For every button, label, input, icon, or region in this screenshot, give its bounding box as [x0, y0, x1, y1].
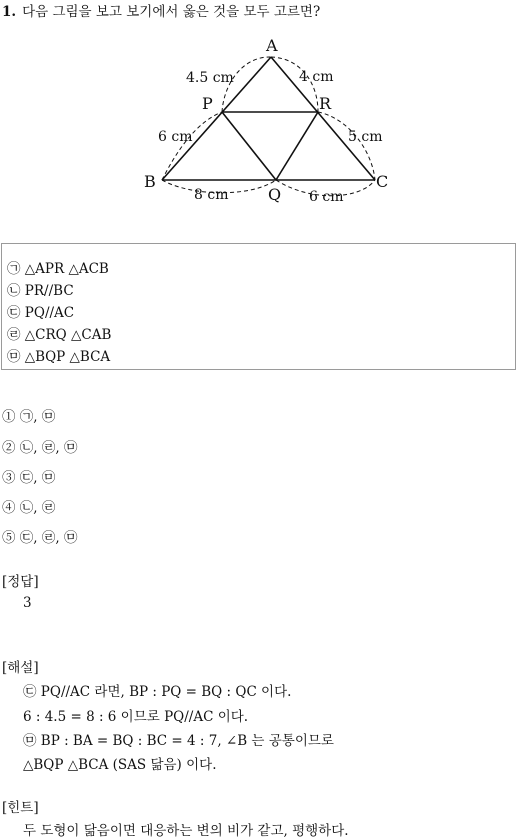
answer-value: 3 [23, 595, 32, 611]
choice-5[interactable]: ⑤ ㉢, ㉣, ㉤ [2, 530, 78, 546]
vertex-a-label: A [266, 36, 278, 55]
option-row: ㉤ △BQP △BCA [7, 349, 111, 365]
explanation-line: ㉤ BP : BA = BQ : BC = 4 : 7, ∠B 는 공통이므로 [23, 733, 334, 749]
hint-text: 두 도형이 닮음이면 대응하는 변의 비가 같고, 평행하다. [23, 823, 349, 839]
hint-label: [힌트] [2, 800, 39, 816]
option-row: ㉣ △CRQ △CAB [7, 327, 112, 343]
explanation-label: [해설] [2, 660, 39, 676]
question-number: 1. [2, 4, 17, 20]
option-row: ㉠ △APR △ACB [7, 261, 109, 277]
vertex-c-label: C [376, 172, 389, 191]
length-ap: 4.5 cm [186, 70, 234, 86]
triangle-figure [0, 0, 518, 240]
choice-1[interactable]: ① ㉠, ㉤ [2, 409, 56, 425]
choice-3[interactable]: ③ ㉢, ㉤ [2, 470, 56, 486]
explanation-line: △BQP △BCA (SAS 닮음) 이다. [23, 757, 217, 773]
length-ar: 4 cm [299, 69, 334, 85]
explanation-line: ㉢ PQ//AC 라면, BP : PQ = BQ : QC 이다. [23, 684, 292, 700]
length-rc: 5 cm [348, 129, 383, 145]
options-box [1, 243, 516, 370]
vertex-b-label: B [144, 172, 156, 191]
segment-pq [222, 112, 276, 180]
option-row: ㉢ PQ//AC [7, 305, 75, 321]
vertex-r-label: R [319, 94, 332, 113]
length-pb: 6 cm [158, 129, 193, 145]
length-bq: 8 cm [194, 187, 229, 203]
length-qc: 6 cm [309, 189, 344, 205]
question-text: 다음 그림을 보고 보기에서 옳은 것을 모두 고르면? [22, 4, 321, 20]
choice-2[interactable]: ② ㉡, ㉣, ㉤ [2, 440, 78, 456]
option-row: ㉡ PR//BC [7, 283, 74, 299]
vertex-p-label: P [202, 94, 213, 113]
choice-4[interactable]: ④ ㉡, ㉣ [2, 500, 56, 516]
vertex-q-label: Q [268, 185, 282, 204]
segment-rq [276, 112, 318, 180]
explanation-line: 6 : 4.5 = 8 : 6 이므로 PQ//AC 이다. [23, 709, 249, 725]
answer-label: [정답] [2, 574, 39, 590]
